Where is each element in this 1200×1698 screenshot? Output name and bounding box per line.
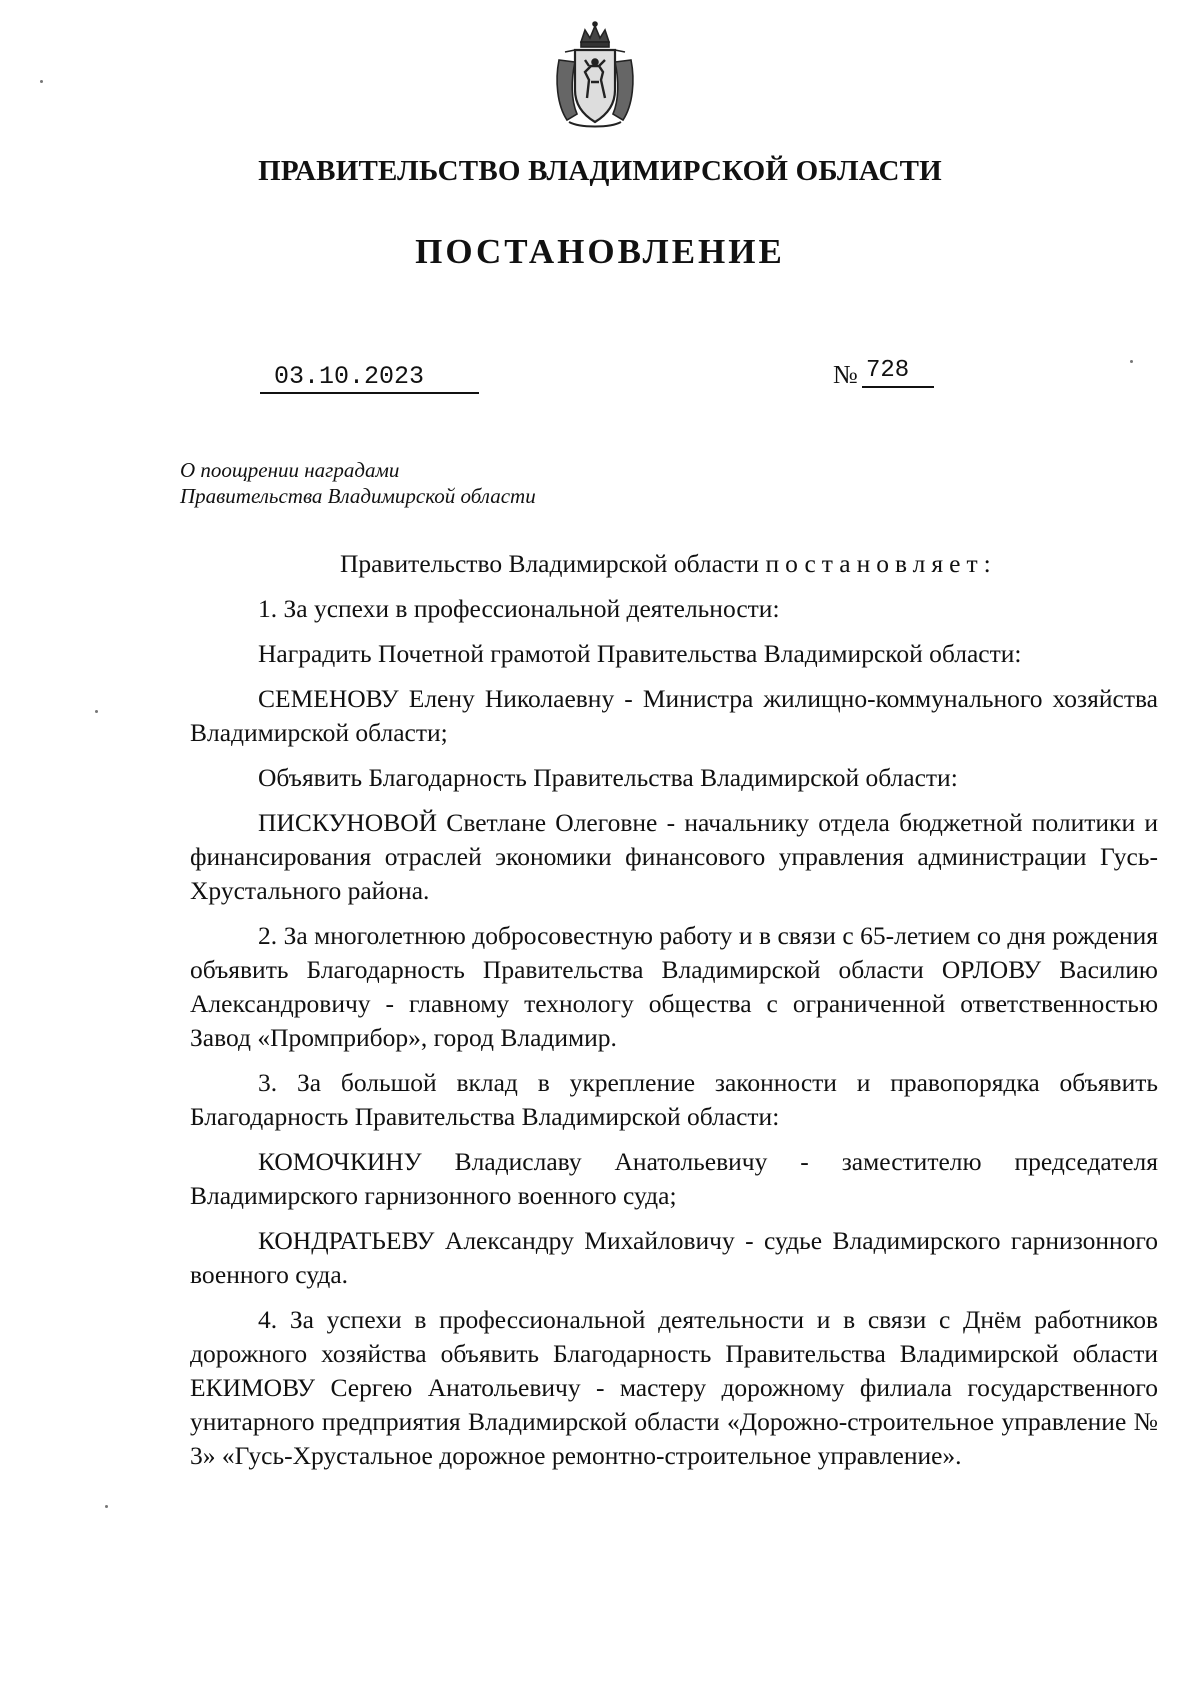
document-date: 03.10.2023	[260, 362, 479, 394]
subject-line: Правительства Владимирской области	[180, 484, 536, 508]
scan-speck	[95, 710, 98, 713]
scan-speck	[105, 1505, 108, 1508]
document-type-title: ПОСТАНОВЛЕНИЕ	[415, 232, 785, 271]
scan-speck	[40, 80, 43, 83]
paragraph: 1. За успехи в профессиональной деятельности:	[258, 594, 780, 623]
paragraph: Объявить Благодарность Правительства Владимирской области:	[258, 763, 958, 792]
preamble-text: Правительство Владимирской области	[340, 549, 766, 578]
document-body	[190, 547, 1158, 1484]
paragraph: КОМОЧКИНУ Владиславу Анатольевичу - заместителю председателя Владимирского гарнизонного военного суда;	[190, 1147, 1158, 1210]
preamble-resolves: постановляет:	[765, 549, 997, 578]
preamble	[190, 547, 1158, 581]
paragraph: 2. За многолетнюю добросовестную работу и в связи с 65-летием со дня рождения объявить Благодарность Правительства Владимирской области ОРЛОВУ Василию Александровичу - главному технологу общества с ограниченной ответственностью Завод «Промприбор», город Владимир.	[190, 921, 1158, 1052]
paragraph: Наградить Почетной грамотой Правительства Владимирской области:	[258, 639, 1022, 668]
coat-of-arms-emblem	[545, 20, 645, 130]
document-number: 728	[862, 356, 934, 388]
subject-line: О поощрении наградами	[180, 458, 400, 482]
scan-speck	[1130, 360, 1133, 363]
paragraph: КОНДРАТЬЕВУ Александру Михайловичу - судье Владимирского гарнизонного военного суда.	[190, 1226, 1158, 1289]
number-label: №	[833, 360, 858, 389]
paragraph: СЕМЕНОВУ Елену Николаевну - Министра жилищно-коммунального хозяйства Владимирской области;	[190, 684, 1158, 747]
document-subject	[180, 457, 536, 509]
paragraph: ПИСКУНОВОЙ Светлане Олеговне - начальнику отдела бюджетной политики и финансирования отраслей экономики финансового управления администрации Гусь-Хрустального района.	[190, 808, 1158, 905]
organization-title: ПРАВИТЕЛЬСТВО ВЛАДИМИРСКОЙ ОБЛАСТИ	[258, 155, 942, 187]
paragraph: 4. За успехи в профессиональной деятельности и в связи с Днём работников дорожного хозяйства объявить Благодарность Правительства Владимирской области ЕКИМОВУ Сергею Анатольевичу - мастеру дорожному филиала государственного унитарного предприятия Владимирской области «Дорожно-строительное управление № 3» «Гусь-Хрустальное дорожное ремонтно-строительное управление».	[190, 1305, 1158, 1470]
paragraph: 3. За большой вклад в укрепление законности и правопорядка объявить Благодарность Правительства Владимирской области:	[190, 1068, 1158, 1131]
